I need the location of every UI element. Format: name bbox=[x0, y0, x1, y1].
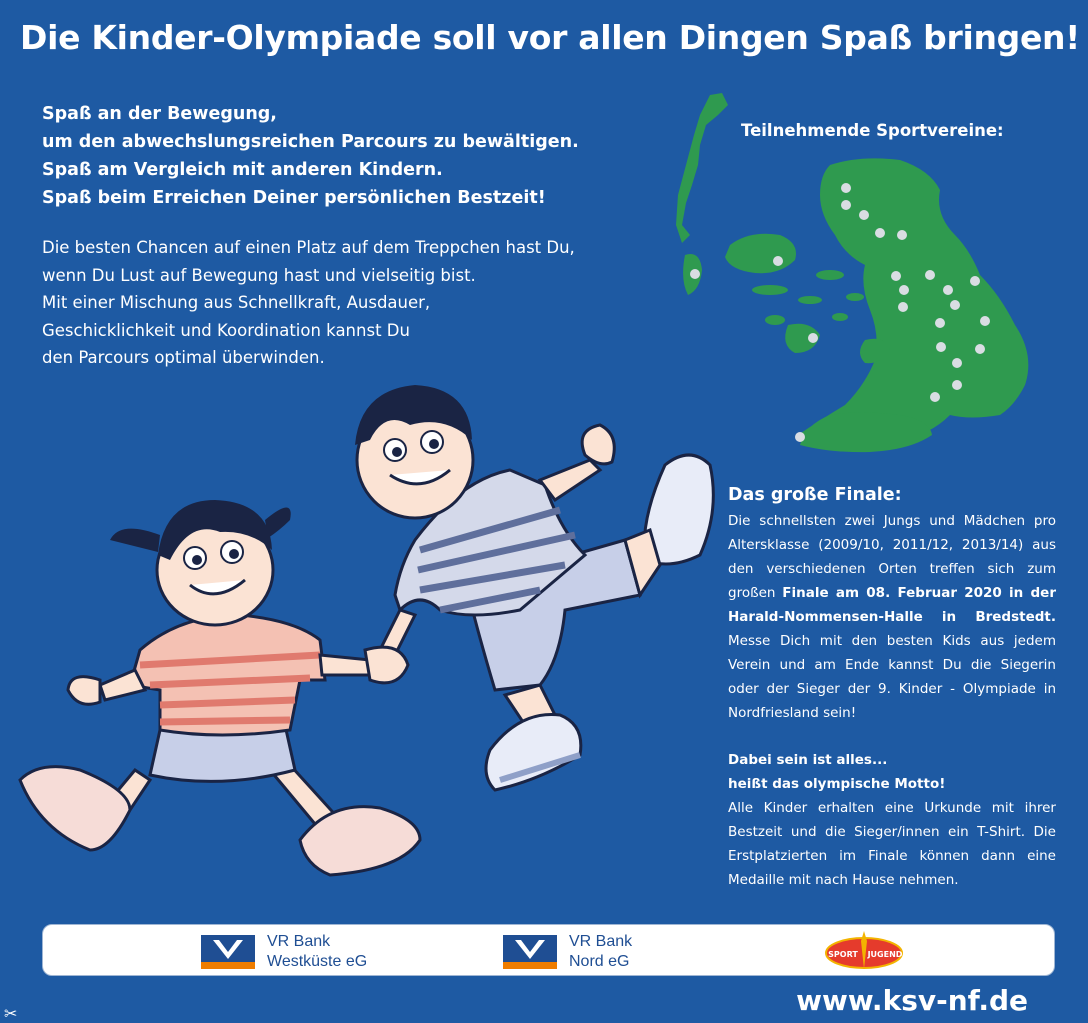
intro-highlight-line: Spaß an der Bewegung, bbox=[42, 104, 277, 124]
motto-section bbox=[728, 748, 1056, 892]
motto-heading-1: Dabei sein ist alles... bbox=[728, 752, 888, 768]
website-url[interactable]: www.ksv-nf.de bbox=[796, 984, 1028, 1017]
sponsor-vr-westkueste[interactable] bbox=[201, 932, 367, 972]
kids-illustration bbox=[0, 370, 730, 910]
motto-text: Alle Kinder erhalten eine Urkunde mit ihrer Bestzeit und die Sieger/innen ein T-Shirt. Die Erstplatzierten im Finale können dann eine Medaille mit nach Hause nehmen. bbox=[728, 800, 1056, 888]
intro-line: wenn Du Lust auf Bewegung hast und vielseitig bist. bbox=[42, 265, 476, 285]
intro-highlight-line: um den abwechslungsreichen Parcours zu bewältigen. bbox=[42, 132, 579, 152]
sport-logo-right: JUGEND bbox=[867, 950, 903, 959]
page-title: Die Kinder-Olympiade soll vor allen Dingen Spaß bringen! bbox=[19, 18, 1081, 57]
finale-heading: Das große Finale: bbox=[728, 485, 902, 505]
intro-line: Die besten Chancen auf einen Platz auf dem Treppchen hast Du, bbox=[42, 238, 575, 257]
intro-highlight-line: Spaß beim Erreichen Deiner persönlichen Bestzeit! bbox=[42, 188, 546, 208]
finale-section bbox=[728, 483, 1056, 725]
intro-text bbox=[42, 234, 575, 372]
finale-text-2: Messe Dich mit den besten Kids aus jedem Verein und am Ende kannst Du die Siegerin oder der Sieger der 9. Kinder - Olympiade in Nordfriesland sein! bbox=[728, 633, 1056, 721]
sponsor-name: VR Bank bbox=[267, 933, 331, 950]
intro-line: Mit einer Mischung aus Schnellkraft, Ausdauer, bbox=[42, 293, 431, 312]
boy-figure bbox=[355, 385, 713, 790]
sponsor-bar bbox=[42, 924, 1055, 976]
finale-text bbox=[728, 509, 1056, 725]
motto-heading-2: heißt das olympische Motto! bbox=[728, 776, 946, 792]
vr-bank-logo-icon bbox=[503, 935, 557, 969]
intro-highlights bbox=[42, 100, 579, 212]
sponsor-name-sub: Westküste eG bbox=[267, 953, 368, 970]
sportjugend-logo-icon[interactable] bbox=[823, 929, 905, 971]
girl-figure bbox=[20, 500, 420, 875]
sponsor-name: VR Bank bbox=[569, 933, 633, 950]
finale-date-location: Finale am 08. Februar 2020 in der Harald-Nommensen-Halle in Bredstedt. bbox=[728, 585, 1056, 625]
vr-bank-logo-icon bbox=[201, 935, 255, 969]
sponsor-name-sub: Nord eG bbox=[569, 953, 630, 970]
intro-line: den Parcours optimal überwinden. bbox=[42, 348, 325, 367]
map-title: Teilnehmende Sportvereine: bbox=[741, 121, 1004, 140]
intro-line: Geschicklichkeit und Koordination kannst Du bbox=[42, 320, 410, 340]
sport-logo-left: SPORT bbox=[828, 950, 858, 959]
scissors-icon: ✂ bbox=[4, 1004, 18, 1023]
finale-text-1: Die schnellsten zwei Jungs und Mädchen pro Altersklasse (2009/10, 2011/12, 2013/14) aus den verschiedenen Orten treffen sich zum großen bbox=[728, 513, 1056, 601]
intro-highlight-line: Spaß am Vergleich mit anderen Kindern. bbox=[42, 160, 443, 180]
sponsor-vr-nord[interactable] bbox=[503, 932, 632, 972]
